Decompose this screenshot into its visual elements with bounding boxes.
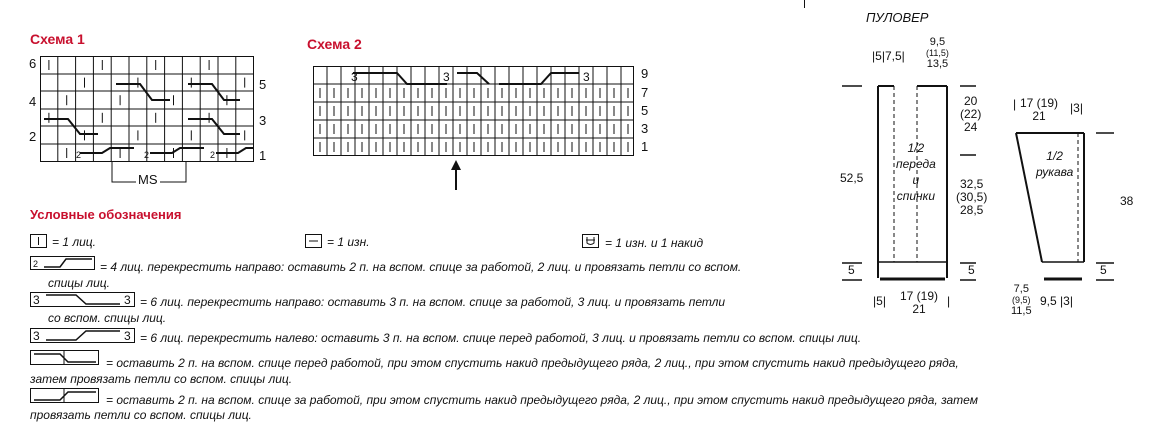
body-top-dims: |5|7,5| xyxy=(872,49,905,63)
cross-back-symbol-icon xyxy=(30,388,100,404)
scheme2-title: Схема 2 xyxy=(307,36,362,52)
svg-text:2: 2 xyxy=(210,150,216,160)
sleeve-top-width: 17 (19) 21 xyxy=(1020,96,1059,123)
scheme1-row-label: 3 xyxy=(259,113,267,128)
legend-item-cross-back-cont: провязать петли со вспом. спицы лиц. xyxy=(30,408,252,422)
cable-4-right-symbol-icon xyxy=(30,256,96,271)
scheme1-row-label: 1 xyxy=(259,148,267,163)
sleeve-top-offset: |3| xyxy=(1070,101,1083,115)
svg-text:3: 3 xyxy=(33,293,40,307)
scheme2-row-label: 5 xyxy=(641,103,649,118)
sleeve-rib: 5 xyxy=(1100,263,1107,277)
legend-item-cross-front-cont: затем провязать петли со вспом. спицы лиц. xyxy=(30,372,293,386)
svg-text:2: 2 xyxy=(144,150,150,160)
scheme1-title: Схема 1 xyxy=(30,31,85,47)
svg-text:3: 3 xyxy=(33,329,40,343)
cable-6-left-symbol-icon xyxy=(30,328,136,344)
legend-item-cable4: = 4 лиц. перекрестить направо: оставить 2 п. на вспом. спице за работой, 2 лиц. и провязать петли со вспом. xyxy=(100,260,742,274)
legend-item-cross-back: = оставить 2 п. на вспом. спице за работой, при этом спустить накид предыдущего ряда, 2 лиц., при этом спустить накид предыдущего ряда, затем xyxy=(106,393,978,407)
body-rib-left: 5 xyxy=(848,263,855,277)
scheme1-grid xyxy=(40,56,256,166)
sleeve-bottom-width: 7,5 (9,5) 11,5 xyxy=(1011,283,1032,317)
body-bottom-width: 17 (19) 21 xyxy=(900,289,939,316)
svg-text:3: 3 xyxy=(124,329,131,343)
legend-item-purl: = 1 изн. xyxy=(327,235,370,249)
legend-item-cable4-cont: спицы лиц. xyxy=(48,276,110,290)
body-bottom-bar: | xyxy=(947,294,951,308)
scheme1-row-label: 4 xyxy=(29,94,37,109)
schematic-drawing xyxy=(820,30,1160,330)
scheme1-row-label: 2 xyxy=(29,129,37,144)
knit-symbol-icon xyxy=(30,234,48,249)
legend-item-cable6-right: = 6 лиц. перекрестить направо: оставить 3 п. на вспом. спице за работой, 3 лиц. и провязать петли xyxy=(140,295,726,309)
svg-text:2: 2 xyxy=(33,259,39,269)
body-piece-label: 1/2 переда и спинки xyxy=(896,141,936,203)
body-neck-depth: 20 (22) 24 xyxy=(960,94,982,134)
cable-6-right-symbol-icon xyxy=(30,292,136,308)
svg-text:2: 2 xyxy=(76,150,82,160)
scheme1-row-label: 5 xyxy=(259,77,267,92)
sleeve-bottom-dims: 9,5 |3| xyxy=(1040,294,1073,308)
body-rib-right: 5 xyxy=(968,263,975,277)
sleeve-piece-label: 1/2 рукава xyxy=(1036,149,1074,179)
scheme1-row-label: 6 xyxy=(29,56,37,71)
legend-item-cable6-right-cont: со вспом. спицы лиц. xyxy=(48,311,167,325)
purl-symbol-icon xyxy=(305,234,323,249)
scheme2-cell-mark: 3 xyxy=(351,70,358,84)
legend-item-cross-front: = оставить 2 п. на вспом. спице перед работой, при этом спустить накид предыдущего ряда, 2 лиц., при этом спустить накид предыдущего ряда, xyxy=(106,356,959,370)
body-neck-width: 9,5 (11,5) 13,5 xyxy=(926,36,949,70)
body-side-length: 32,5 (30,5) 28,5 xyxy=(956,177,988,217)
scheme2-cell-mark: 3 xyxy=(583,70,590,84)
legend-item-knit: = 1 лиц. xyxy=(52,235,96,249)
scheme2-row-label: 3 xyxy=(641,121,649,136)
divider xyxy=(804,0,805,8)
body-bottom-dims: |5| xyxy=(873,294,886,308)
sleeve-top-bar: | xyxy=(1013,97,1017,111)
sleeve-height: 38 xyxy=(1120,194,1134,208)
scheme2-row-label: 9 xyxy=(641,66,649,81)
body-height: 52,5 xyxy=(840,171,864,185)
scheme2-grid xyxy=(313,66,635,158)
scheme2-row-label: 1 xyxy=(641,139,649,154)
legend-item-cable6-left: = 6 лиц. перекрестить налево: оставить 3 п. на вспом. спице перед работой, 3 лиц. и провязать петли со вспом. спицы лиц. xyxy=(140,331,862,345)
arrow-up-icon xyxy=(446,160,466,192)
scheme2-cell-mark: 3 xyxy=(443,70,450,84)
ms-label: MS xyxy=(138,172,158,187)
cross-front-symbol-icon xyxy=(30,350,100,366)
scheme2-row-label: 7 xyxy=(641,85,649,100)
legend-title: Условные обозначения xyxy=(30,207,182,222)
pattern-title: ПУЛОВЕР xyxy=(866,10,929,25)
legend-item-purl-yo: = 1 изн. и 1 накид xyxy=(605,236,704,250)
svg-text:3: 3 xyxy=(124,293,131,307)
purl-yarnover-symbol-icon xyxy=(582,234,600,249)
